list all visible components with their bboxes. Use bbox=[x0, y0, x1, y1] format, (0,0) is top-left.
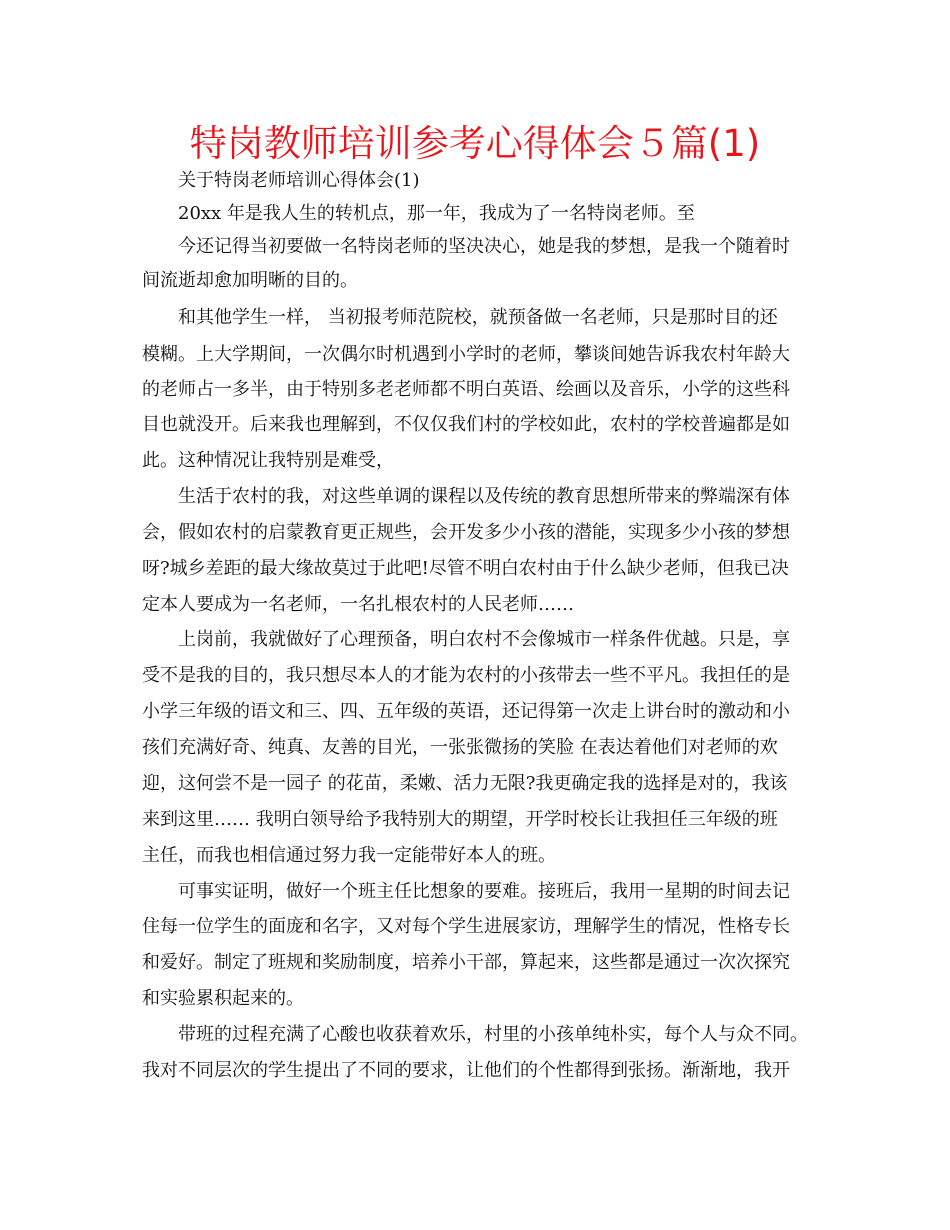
body-line: 此。这种情况让我特别是难受， bbox=[142, 450, 394, 471]
body-line: 孩们充满好奇、纯真、友善的目光，一张张微扬的笑脸 在表达着他们对老师的欢 bbox=[142, 737, 778, 758]
body-line: 会，假如农村的启蒙教育更正规些，会开发多少小孩的潜能，实现多少小孩的梦想 bbox=[142, 522, 790, 543]
body-line: 和爱好。制定了班规和奖励制度，培养小干部，算起来，这些都是通过一次次探究 bbox=[142, 952, 790, 973]
body-line: 可事实证明，做好一个班主任比想象的要难。接班后，我用一星期的时间去记 bbox=[178, 881, 790, 902]
body-line: 目也就没开。后来我也理解到，不仅仅我们村的学校如此，农村的学校普遍都是如 bbox=[142, 414, 790, 435]
body-line: 和实验累积起来的。 bbox=[142, 988, 304, 1009]
body-line: 住每一位学生的面庞和名字，又对每个学生进展家访，理解学生的情况，性格专长 bbox=[142, 916, 790, 937]
body-line: 主任，而我也相信通过努力我一定能带好本人的班。 bbox=[142, 845, 556, 866]
body-line: 我对不同层次的学生提出了不同的要求，让他们的个性都得到张扬。渐渐地，我开 bbox=[142, 1060, 790, 1081]
subtitle-line: 关于特岗老师培训心得体会(1) bbox=[178, 170, 420, 191]
document-title: 特岗教师培训参考心得体会５篇(1) bbox=[189, 122, 761, 165]
body-line: 间流逝却愈加明晰的目的。 bbox=[142, 270, 358, 291]
body-line: 生活于农村的我，对这些单调的课程以及传统的教育思想所带来的弊端深有体 bbox=[178, 486, 790, 507]
body-line: 和其他学生一样， 当初报考师范院校，就预备做一名老师，只是那时目的还 bbox=[178, 307, 778, 328]
body-line: 小学三年级的语文和三、四、五年级的英语，还记得第一次走上讲台时的激动和小 bbox=[142, 701, 790, 722]
body-line: 上岗前，我就做好了心理预备，明白农村不会像城市一样条件优越。只是，享 bbox=[178, 629, 790, 650]
body-line: 20xx 年是我人生的转机点，那一年，我成为了一名特岗老师。至 bbox=[178, 203, 695, 224]
body-line: 定本人要成为一名老师，一名扎根农村的人民老师…… bbox=[142, 594, 574, 615]
body-line: 来到这里…… 我明白领导给予我特别大的期望，开学时校长让我担任三年级的班 bbox=[142, 809, 778, 830]
body-line: 的老师占一多半，由于特别多老老师都不明白英语、绘画以及音乐，小学的这些科 bbox=[142, 379, 790, 400]
body-line: 迎，这何尝不是一园子 的花苗，柔嫩、活力无限?我更确定我的选择是对的，我该 bbox=[142, 773, 788, 794]
body-line: 带班的过程充满了心酸也收获着欢乐，村里的小孩单纯朴实，每个人与众不同。 bbox=[178, 1024, 808, 1045]
body-line: 受不是我的目的，我只想尽本人的才能为农村的小孩带去一些不平凡。我担任的是 bbox=[142, 665, 790, 686]
body-line: 模糊。上大学期间，一次偶尔时机遇到小学时的老师，攀谈间她告诉我农村年龄大 bbox=[142, 344, 790, 365]
body-line: 今还记得当初要做一名特岗老师的坚决决心，她是我的梦想，是我一个随着时 bbox=[178, 236, 790, 257]
body-line: 呀?城乡差距的最大缘故莫过于此吧!尽管不明白农村由于什么缺少老师，但我已决 bbox=[142, 558, 789, 579]
